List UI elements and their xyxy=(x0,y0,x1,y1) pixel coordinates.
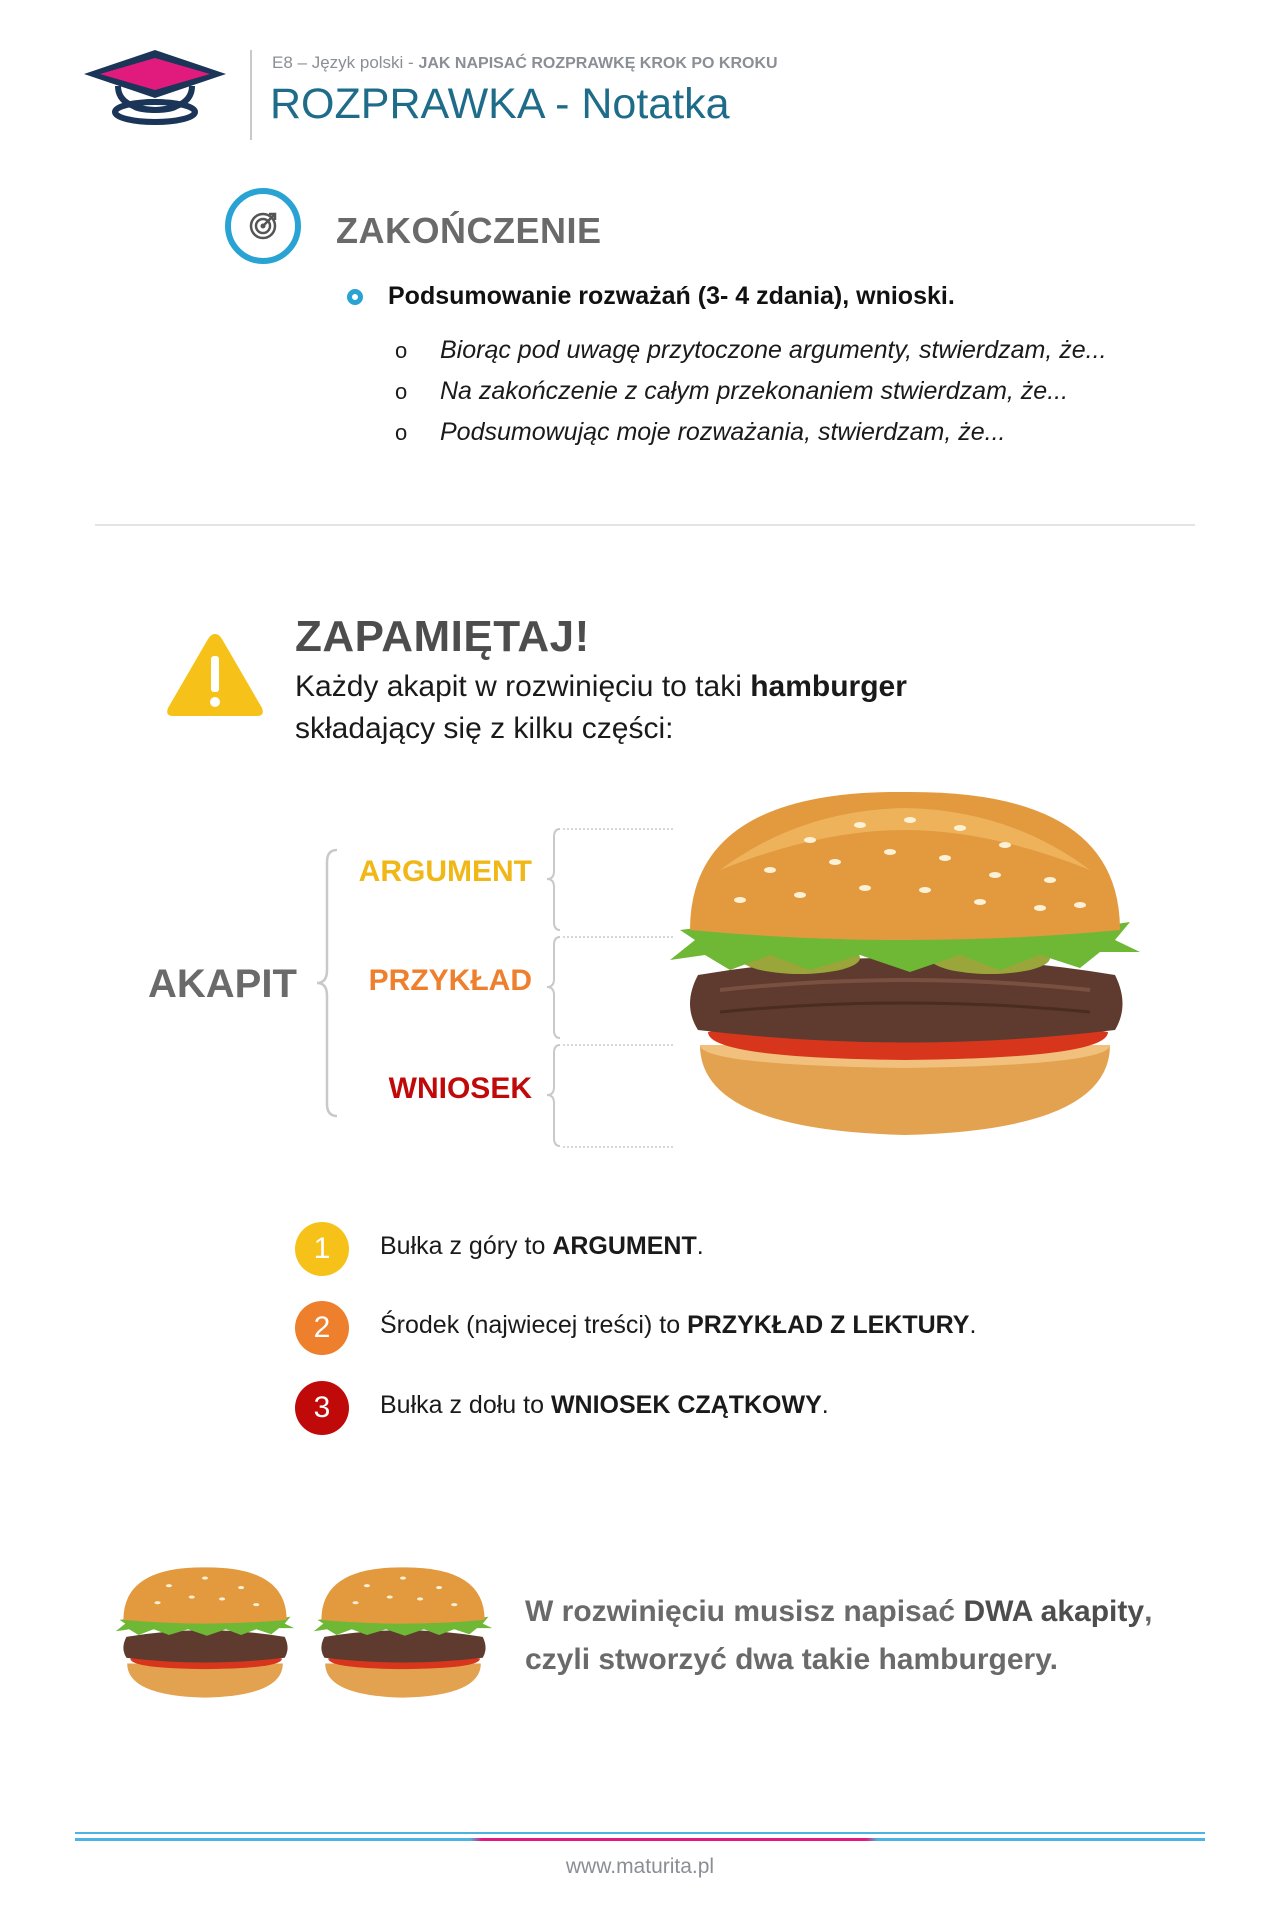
akapit-label: AKAPIT xyxy=(148,962,297,1006)
phrase-item: o Na zakończenie z całym przekonaniem stwierdzam, że... xyxy=(395,377,1069,405)
hamburger-image xyxy=(112,1560,298,1710)
warning-icon xyxy=(165,630,265,720)
summary-text: W rozwinięciu musisz napisać DWA akapity, xyxy=(525,1595,1153,1628)
graduation-cap-icon xyxy=(80,48,230,128)
part-label-wniosek: WNIOSEK xyxy=(388,1072,532,1105)
number-badge: 2 xyxy=(295,1301,349,1355)
number-badge: 1 xyxy=(295,1222,349,1276)
section-divider xyxy=(95,524,1195,526)
list-item: Bułka z góry to ARGUMENT. xyxy=(380,1232,704,1260)
brace-icon xyxy=(544,935,564,1040)
remember-text: Każdy akapit w rozwinięciu to taki hamburger xyxy=(295,670,907,703)
phrase-item: o Podsumowując moje rozważania, stwierdzam, że... xyxy=(395,418,1006,446)
hamburger-image xyxy=(310,1560,496,1710)
ending-point: Podsumowanie rozważań (3- 4 zdania), wnioski. xyxy=(388,282,955,310)
guide-line xyxy=(563,1044,673,1046)
bullet-icon xyxy=(347,289,363,305)
footer-divider xyxy=(75,1838,1205,1841)
guide-line xyxy=(563,828,673,830)
brace-icon xyxy=(544,827,564,932)
page-title: ROZPRAWKA - Notatka xyxy=(270,80,730,128)
guide-line xyxy=(563,1146,673,1148)
footer-url: www.maturita.pl xyxy=(565,1855,715,1878)
part-label-argument: ARGUMENT xyxy=(358,855,532,888)
header-subtitle: E8 – Język polski - JAK NAPISAĆ ROZPRAWKĘ KROK PO KROKU xyxy=(272,53,778,72)
brace-icon xyxy=(544,1043,564,1148)
guide-line xyxy=(563,936,673,938)
header-divider xyxy=(250,50,252,140)
summary-text: czyli stworzyć dwa takie hamburgery. xyxy=(525,1643,1058,1676)
list-item: Bułka z dołu to WNIOSEK CZĄTKOWY. xyxy=(380,1391,829,1419)
hamburger-image xyxy=(660,790,1150,1150)
section-heading-ending: ZAKOŃCZENIE xyxy=(336,210,602,251)
part-label-przyklad: PRZYKŁAD xyxy=(368,964,532,997)
remember-text: składający się z kilku części: xyxy=(295,712,674,745)
footer-divider xyxy=(75,1832,1205,1834)
list-item: Środek (najwiecej treści) to PRZYKŁAD Z LEKTURY. xyxy=(380,1311,977,1339)
phrase-item: o Biorąc pod uwagę przytoczone argumenty, stwierdzam, że... xyxy=(395,336,1107,364)
number-badge: 3 xyxy=(295,1381,349,1435)
remember-title: ZAPAMIĘTAJ! xyxy=(295,612,590,661)
target-icon xyxy=(225,188,301,264)
